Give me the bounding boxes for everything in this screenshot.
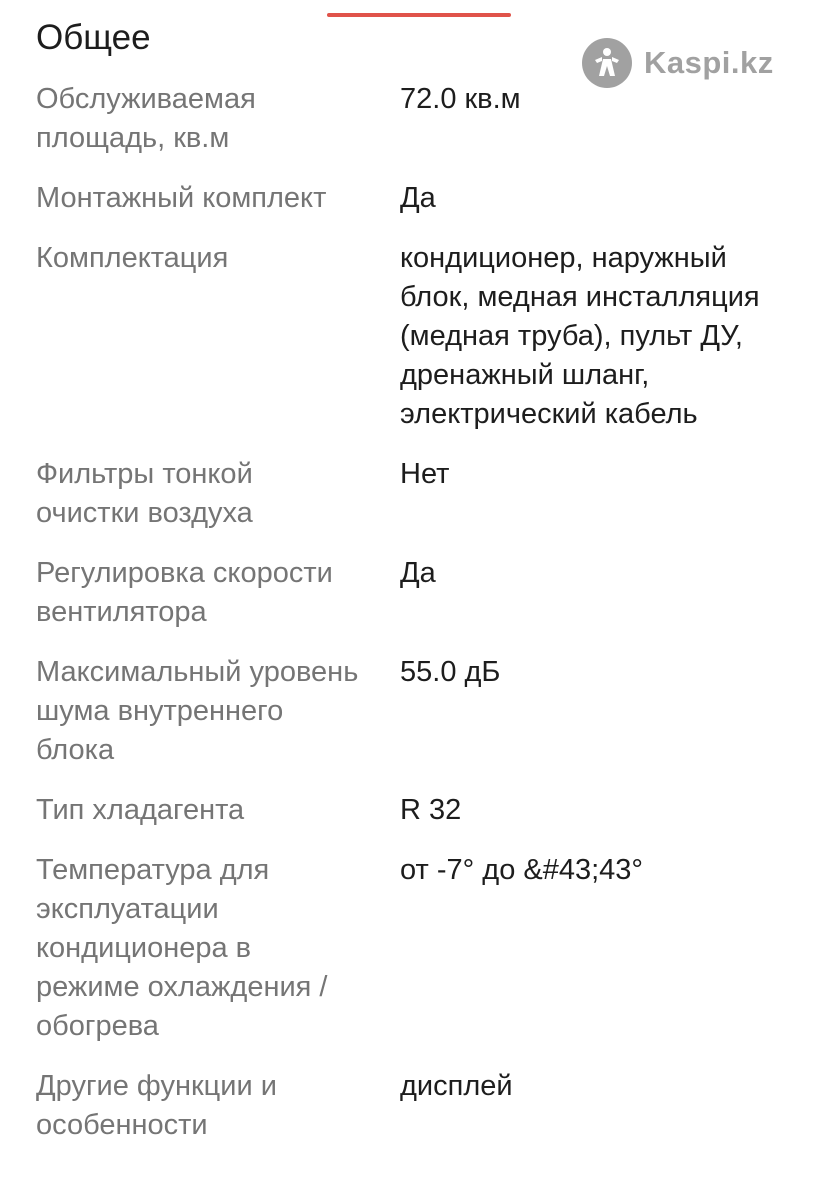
- spec-list: [0, 80, 836, 1166]
- spec-label: Фильтры тонкой очистки воздуха: [36, 458, 253, 529]
- spec-row: [0, 791, 836, 851]
- spec-label: Тип хладагента: [36, 794, 245, 826]
- spec-value: 55.0 дБ: [400, 656, 501, 688]
- spec-row: [0, 455, 836, 554]
- spec-label: Максимальный уровень шума внутреннего блока: [36, 656, 359, 766]
- spec-row: [0, 554, 836, 653]
- spec-label: Другие функции и особенности: [36, 1070, 277, 1141]
- spec-value: Нет: [400, 458, 450, 490]
- spec-value: Да: [400, 182, 436, 214]
- spec-value: дисплей: [400, 1070, 513, 1102]
- spec-value: Да: [400, 557, 436, 589]
- spec-label: Монтажный комплект: [36, 182, 327, 214]
- spec-label: Комплектация: [36, 242, 229, 274]
- spec-label: Регулировка скорости вентилятора: [36, 557, 333, 628]
- spec-value: R 32: [400, 794, 462, 826]
- section-title: Общее: [36, 18, 151, 57]
- spec-row: [0, 851, 836, 1067]
- spec-value: кондиционер, наружный блок, медная инсталляция (медная труба), пульт ДУ, дренажный шланг, электрический кабель: [400, 242, 760, 430]
- spec-value: от -7° до &#43;43°: [400, 854, 644, 886]
- spec-row: [0, 653, 836, 791]
- kaspi-brand-text: Kaspi.kz: [644, 45, 774, 80]
- spec-row: [0, 239, 836, 455]
- spec-value: 72.0 кв.м: [400, 83, 521, 115]
- active-tab-indicator: [327, 13, 511, 17]
- spec-row: [0, 179, 836, 239]
- spec-row: [0, 1067, 836, 1166]
- spec-row: [0, 80, 836, 179]
- spec-label: Температура для эксплуатации кондиционера в режиме охлаждения / обогрева: [36, 854, 328, 1042]
- spec-label: Обслуживаемая площадь, кв.м: [36, 83, 256, 154]
